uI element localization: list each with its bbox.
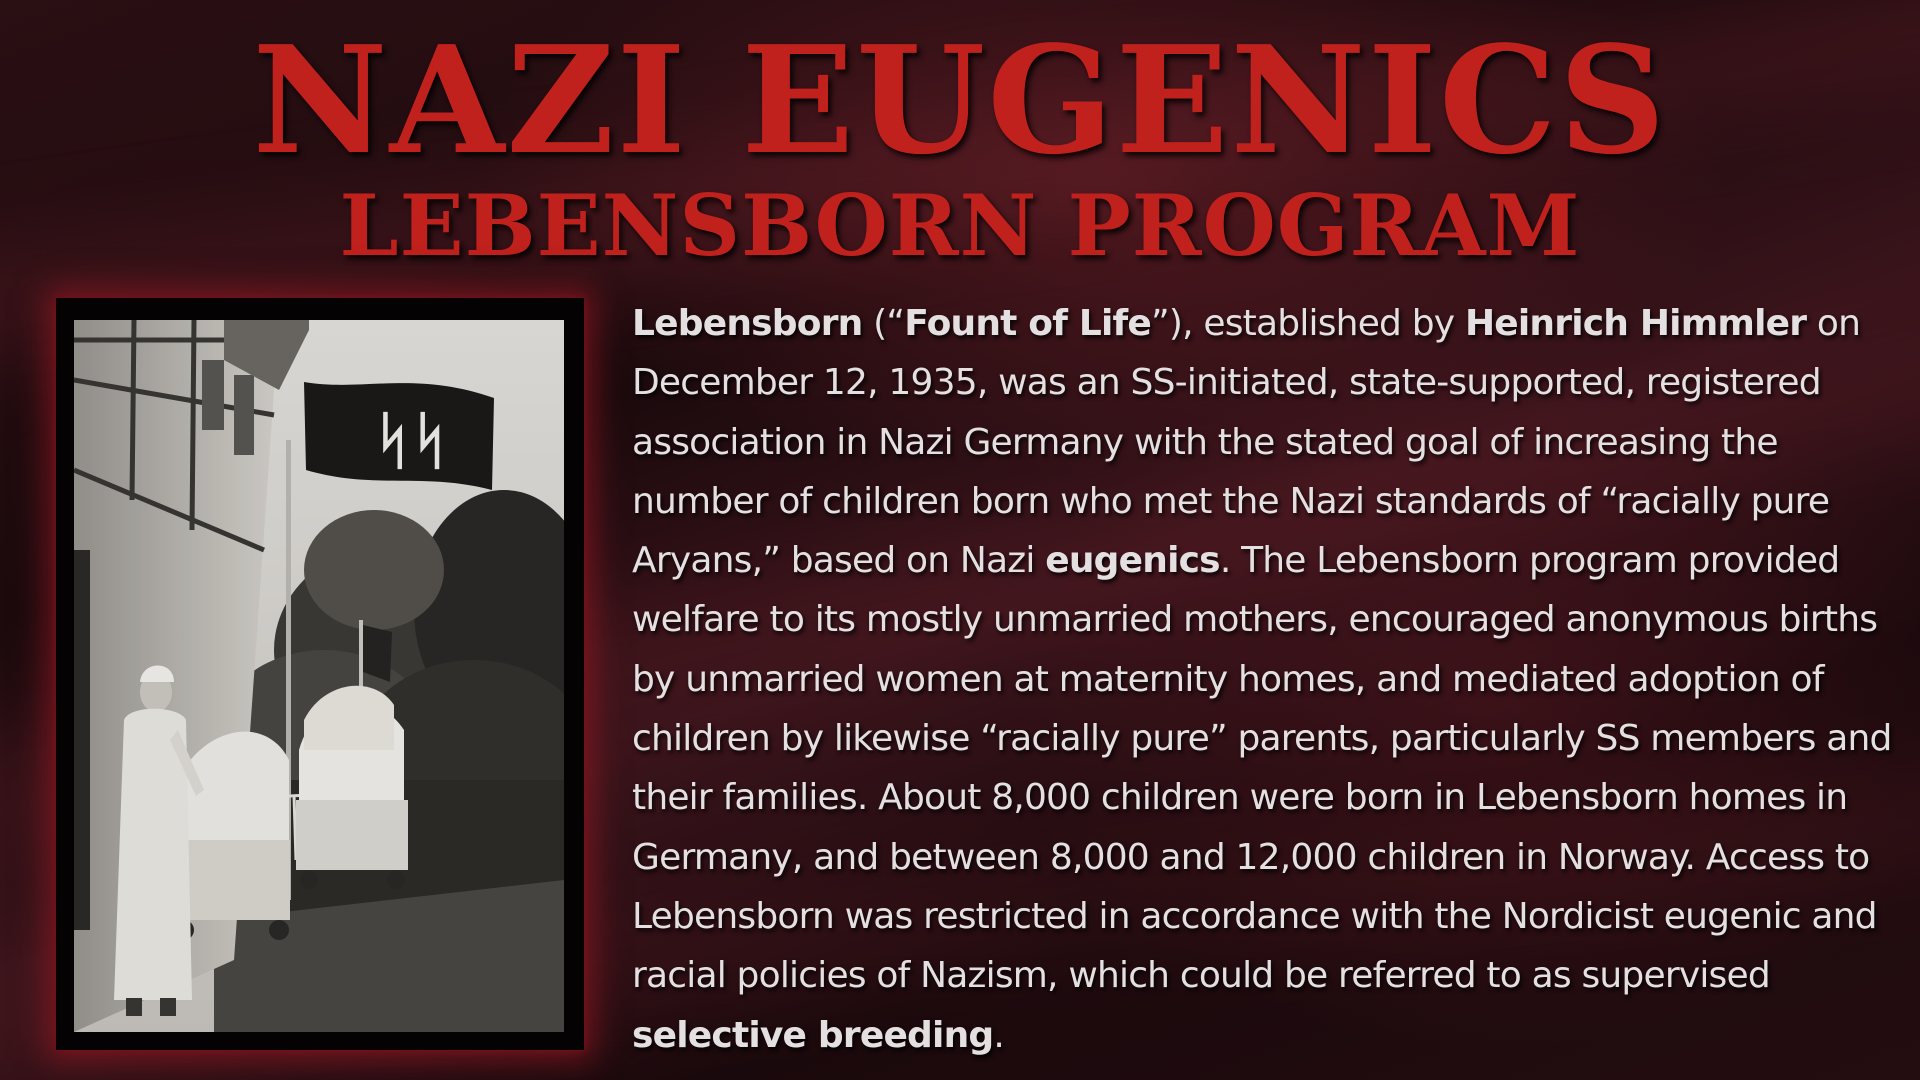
term-selective-breeding: selective breeding xyxy=(632,1014,994,1056)
term-eugenics: eugenics xyxy=(1045,540,1220,582)
photo-frame xyxy=(56,298,584,1050)
slide-subtitle: LEBENSBORN PROGRAM xyxy=(339,176,1581,275)
historical-photo xyxy=(74,320,564,1032)
term-lebensborn: Lebensborn xyxy=(632,303,863,344)
text-segment: . The Lebensborn program provided welfare to its mostly unmarried mothers, encouraged anonymous births by unmarried women at maternity homes, and mediated adoption of children by likewise “racially pure” parents, particularly SS members and their families. About 8,000 children were born in Lebensborn homes in Germany, and between 8,000 and 12,000 children in Norway. Access to Lebensborn was restricted in accordance with the Nordicist eugenic and racial policies of Nazism, which could be referred to as supervised xyxy=(632,540,1892,997)
slide-title: NAZI EUGENICS xyxy=(252,13,1668,187)
body-paragraph xyxy=(632,294,1894,1065)
term-heinrich-himmler: Heinrich Himmler xyxy=(1464,303,1807,344)
text-segment: on December 12, 1935, was an SS-initiated, state-supported, registered association in Nazi Germany with the stated goal of increasing the number of children born who met the Nazi standards of “racially pure Aryans,” based on Nazi xyxy=(632,303,1861,582)
nursery-balcony-illustration xyxy=(74,320,564,1032)
photo-grain xyxy=(74,320,564,1032)
ss-runes: ᛋᛋ xyxy=(374,404,449,477)
text-segment: (“ xyxy=(862,303,905,344)
text-segment: ”), established by xyxy=(1151,303,1465,344)
term-fount-of-life: Fount of Life xyxy=(904,303,1151,344)
text-segment: . xyxy=(993,1014,1005,1056)
